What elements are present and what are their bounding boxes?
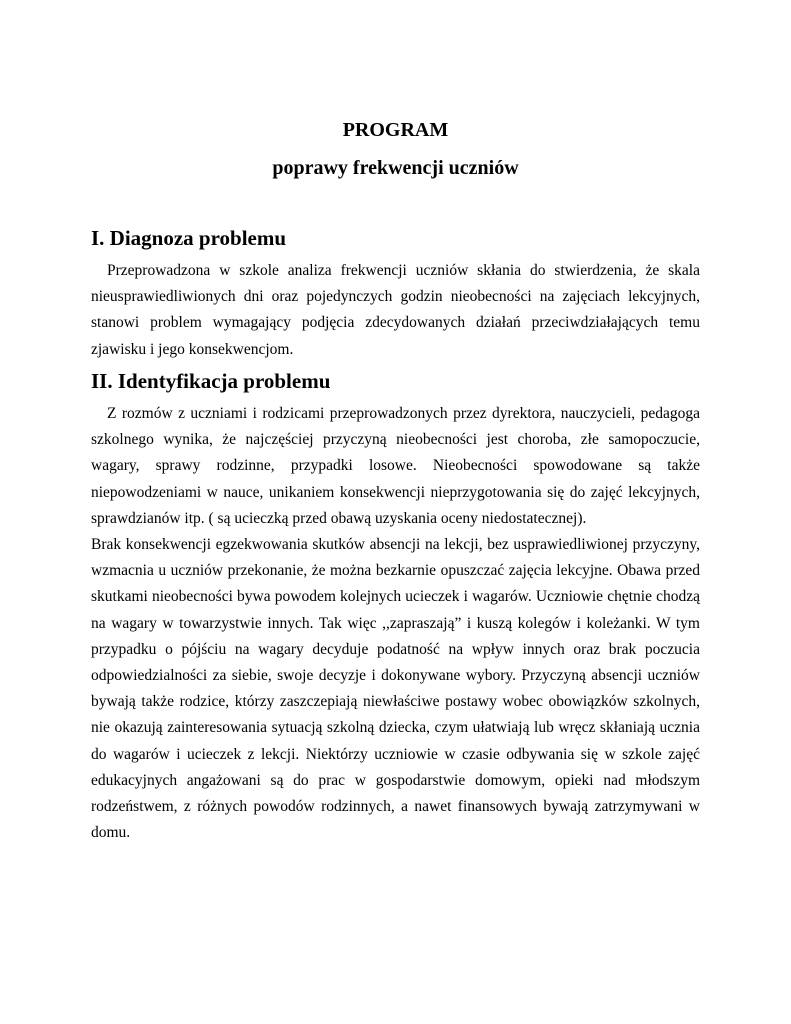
document-title: PROGRAM: [342, 119, 449, 141]
identification-paragraph-1: Z rozmów z uczniami i rodzicami przeprowadzonych przez dyrektora, nauczycieli, pedagoga szkolnego wynika, że najczęściej przyczyną nieobecności jest choroba, złe samopoczucie, wagary, sprawy rodzinne, przypadki losowe. Nieobecności spowodowane są także niepowodzeniami w nauce, unikaniem konsekwencji nieprzygotowania się do zajęć lekcyjnych, sprawdzianów itp. ( są ucieczką przed obawą uzyskania oceny niedostatecznej).: [91, 405, 700, 527]
identification-paragraph-2: Brak konsekwencji egzekwowania skutków absencji na lekcji, bez usprawiedliwionej przyczyny, wzmacnia u uczniów przekonanie, że można bezkarnie opuszczać zajęcia lekcyjne. Obawa przed skutkami nieobecności bywa powodem kolejnych ucieczek i wagarów. Uczniowie chętnie chodzą na wagary w towarzystwie innych. Tak więc ,,zapraszają” i kuszą kolegów i koleżanki. W tym przypadku o pójściu na wagary decyduje podatność na wpływ innych oraz brak poczucia odpowiedzialności za siebie, swoje decyzje i dokonywane wybory. Przyczyną absencji uczniów bywają także rodzice, którzy zaszczepiają niewłaściwe postawy wobec obowiązków szkolnych, nie okazują zainteresowania sytuacją szkolną dziecka, czym ułatwiają lub wręcz skłaniają ucznia do wagarów i ucieczek z lekcji. Niektórzy uczniowie w czasie odbywania się w szkole zajęć edukacyjnych angażowani są do prac w gospodarstwie domowym, opieki nad młodszym rodzeństwem, z różnych powodów rodzinnych, a nawet finansowych bywają zatrzymywani w domu.: [91, 536, 700, 842]
section-heading-identification: II. Identyfikacja problemu: [91, 369, 331, 393]
diagnosis-paragraph: Przeprowadzona w szkole analiza frekwencji uczniów skłania do stwierdzenia, że skala nieusprawiedliwionych dni oraz pojedynczych godzin nieobecności na zajęciach lekcyjnych, stanowi problem wymagający podjęcia zdecydowanych działań przeciwdziałających temu zjawisku i jego konsekwencjom.: [91, 262, 700, 358]
section-heading-diagnosis: I. Diagnoza problemu: [91, 226, 287, 250]
document-subtitle: poprawy frekwencji uczniów: [272, 157, 519, 179]
